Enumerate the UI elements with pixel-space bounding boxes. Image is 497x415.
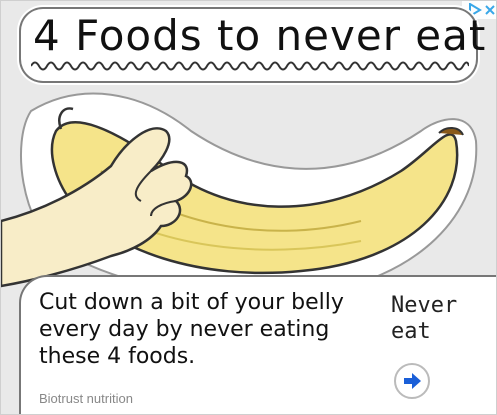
cta-button[interactable] [394,363,430,399]
brand-name[interactable]: Biotrust nutrition [39,391,133,406]
headline: 4 Foods to never eat [33,11,487,60]
cta-label[interactable]: Never eat [391,293,458,344]
caption-box[interactable] [21,277,497,415]
caption-text: Cut down a bit of your belly every day by never eating these 4 foods. [39,290,344,369]
arrow-right-icon [401,370,423,392]
banana-illustration [1,71,497,311]
